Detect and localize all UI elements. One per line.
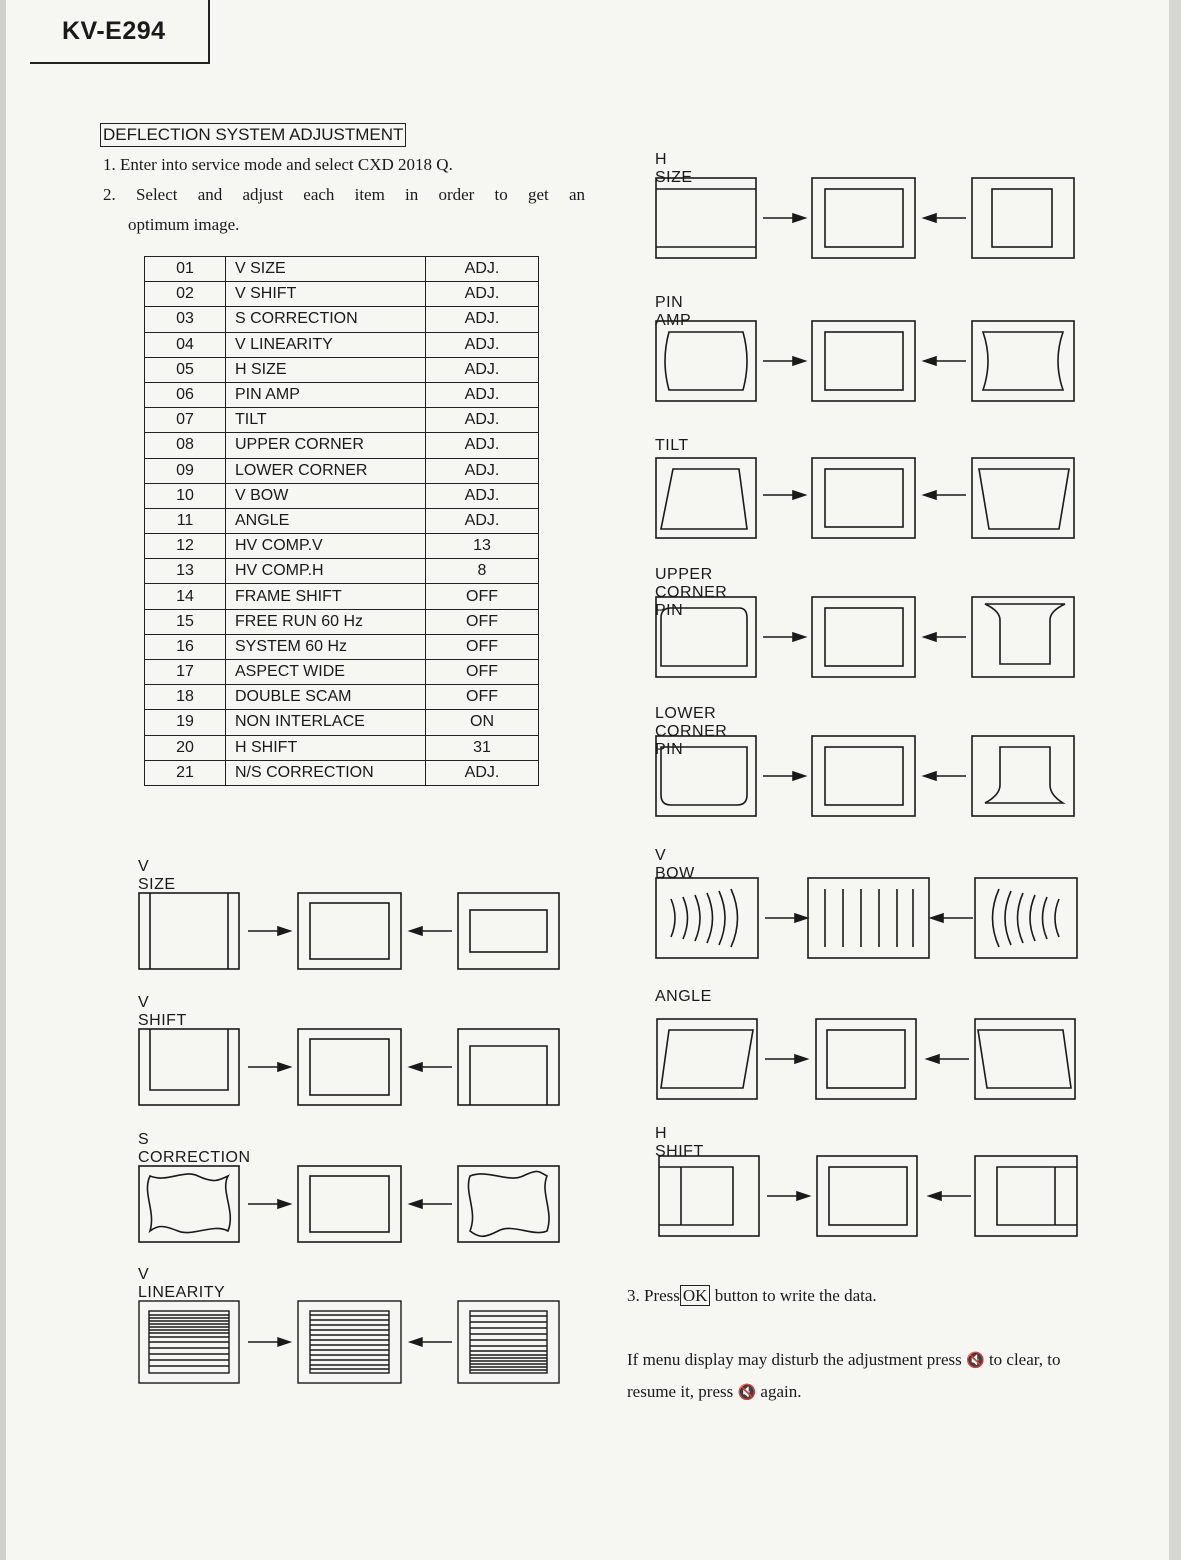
table-row	[145, 508, 539, 533]
table-cell-value: ADJ.	[426, 458, 539, 483]
table-cell-value: ADJ.	[426, 408, 539, 433]
table-cell-no: 13	[145, 559, 226, 584]
table-cell-no: 21	[145, 760, 226, 785]
table-row	[145, 257, 539, 282]
table-cell-item: V SIZE	[226, 257, 426, 282]
page-right-edge	[1169, 0, 1181, 1560]
instruction-step-2	[103, 180, 585, 240]
table-cell-value: OFF	[426, 685, 539, 710]
table-cell-item: FRAME SHIFT	[226, 584, 426, 609]
table-row	[145, 710, 539, 735]
diagram-label-pin-amp: PIN AMP	[655, 294, 692, 329]
step-3-suffix: button to write the data.	[714, 1286, 877, 1305]
table-row	[145, 458, 539, 483]
table-cell-item: S CORRECTION	[226, 307, 426, 332]
table-cell-item: HV COMP.V	[226, 534, 426, 559]
table-row	[145, 357, 539, 382]
table-row	[145, 483, 539, 508]
lower-corner-pin-figure	[655, 735, 1079, 817]
diagram-label-h-size: H SIZE	[655, 151, 693, 186]
table-cell-no: 12	[145, 534, 226, 559]
table-cell-item: NON INTERLACE	[226, 710, 426, 735]
diagram-label-v-bow: V BOW	[655, 847, 695, 882]
table-cell-item: DOUBLE SCAM	[226, 685, 426, 710]
section-title: DEFLECTION SYSTEM ADJUSTMENT	[100, 123, 406, 147]
model-label-box	[30, 0, 210, 64]
v-shift-figure	[138, 1024, 562, 1106]
pin-amp-figure	[655, 324, 1079, 406]
table-cell-no: 20	[145, 735, 226, 760]
table-cell-value: ADJ.	[426, 760, 539, 785]
diagram-label-upper-corner-pin: UPPER CORNER PIN	[655, 566, 728, 619]
table-cell-value: ADJ.	[426, 433, 539, 458]
diagram-label-h-shift: H SHIFT	[655, 1125, 704, 1160]
table-cell-no: 01	[145, 257, 226, 282]
table-cell-no: 05	[145, 357, 226, 382]
table-cell-item: N/S CORRECTION	[226, 760, 426, 785]
table-cell-no: 16	[145, 634, 226, 659]
note-text-part-2: to clear, to resume it, press	[627, 1350, 1061, 1401]
table-cell-item: V BOW	[226, 483, 426, 508]
v-linearity-figure	[138, 1296, 562, 1386]
v-bow-figure	[655, 877, 1079, 959]
instruction-step-3	[627, 1280, 877, 1312]
table-cell-value: ADJ.	[426, 307, 539, 332]
table-cell-value: ADJ.	[426, 382, 539, 407]
table-cell-no: 19	[145, 710, 226, 735]
step-3-prefix: 3. Press	[627, 1286, 680, 1305]
table-cell-value: ADJ.	[426, 508, 539, 533]
table-cell-no: 14	[145, 584, 226, 609]
table-row	[145, 534, 539, 559]
table-cell-value: ADJ.	[426, 257, 539, 282]
table-row	[145, 609, 539, 634]
table-row	[145, 660, 539, 685]
table-cell-item: FREE RUN 60 Hz	[226, 609, 426, 634]
table-row	[145, 685, 539, 710]
table-cell-item: ANGLE	[226, 508, 426, 533]
table-cell-no: 03	[145, 307, 226, 332]
table-row	[145, 433, 539, 458]
tilt-figure	[655, 467, 1079, 549]
table-cell-no: 11	[145, 508, 226, 533]
table-cell-item: H SHIFT	[226, 735, 426, 760]
table-cell-item: ASPECT WIDE	[226, 660, 426, 685]
v-size-figure	[138, 888, 562, 970]
table-cell-no: 09	[145, 458, 226, 483]
table-row	[145, 408, 539, 433]
s-correction-figure	[138, 1161, 562, 1243]
table-cell-no: 06	[145, 382, 226, 407]
table-cell-item: V SHIFT	[226, 282, 426, 307]
table-row	[145, 584, 539, 609]
table-cell-item: HV COMP.H	[226, 559, 426, 584]
note-text-part-1: If menu display may disturb the adjustment press	[627, 1350, 962, 1369]
table-row	[145, 559, 539, 584]
diagram-label-v-shift: V SHIFT	[138, 994, 187, 1029]
mute-icon-2: 🔇	[737, 1383, 757, 1401]
model-number: KV-E294	[62, 17, 166, 45]
h-size-figure	[655, 181, 1079, 263]
page-left-edge	[0, 0, 6, 1560]
h-shift-figure	[655, 1155, 1079, 1237]
table-row	[145, 735, 539, 760]
table-cell-value: 13	[426, 534, 539, 559]
instruction-step-2-line-2: optimum image.	[128, 215, 240, 234]
table-cell-no: 17	[145, 660, 226, 685]
table-cell-item: UPPER CORNER	[226, 433, 426, 458]
diagram-label-tilt: TILT	[655, 437, 689, 454]
table-cell-item: H SIZE	[226, 357, 426, 382]
diagram-label-v-size: V SIZE	[138, 858, 176, 893]
mute-icon: 🔇	[966, 1351, 985, 1369]
table-row	[145, 282, 539, 307]
upper-corner-pin-figure	[655, 596, 1079, 678]
table-cell-no: 08	[145, 433, 226, 458]
instruction-step-1: 1. Enter into service mode and select CXD 2018 Q.	[103, 155, 453, 174]
table-row	[145, 760, 539, 785]
table-cell-no: 07	[145, 408, 226, 433]
diagram-label-lower-corner-pin: LOWER CORNER PIN	[655, 705, 728, 758]
diagram-label-s-correction: S CORRECTION	[138, 1131, 251, 1166]
table-cell-item: LOWER CORNER	[226, 458, 426, 483]
table-cell-value: OFF	[426, 609, 539, 634]
table-cell-item: V LINEARITY	[226, 332, 426, 357]
table-cell-item: PIN AMP	[226, 382, 426, 407]
table-cell-value: ADJ.	[426, 483, 539, 508]
table-cell-item: TILT	[226, 408, 426, 433]
table-cell-value: ADJ.	[426, 282, 539, 307]
table-row	[145, 307, 539, 332]
table-cell-no: 18	[145, 685, 226, 710]
note-text-part-3: again.	[760, 1382, 802, 1401]
ok-button-label: OK	[680, 1285, 711, 1306]
table-cell-item: SYSTEM 60 Hz	[226, 634, 426, 659]
table-cell-value: OFF	[426, 660, 539, 685]
table-cell-no: 04	[145, 332, 226, 357]
adjustment-items-table	[144, 256, 539, 786]
table-cell-value: 8	[426, 559, 539, 584]
angle-figure	[655, 1018, 1079, 1100]
table-cell-value: ADJ.	[426, 357, 539, 382]
table-cell-no: 15	[145, 609, 226, 634]
diagram-label-angle: ANGLE	[655, 988, 712, 1005]
table-cell-value: OFF	[426, 584, 539, 609]
table-row	[145, 332, 539, 357]
table-cell-value: ADJ.	[426, 332, 539, 357]
table-row	[145, 382, 539, 407]
table-cell-value: ON	[426, 710, 539, 735]
table-row	[145, 634, 539, 659]
diagram-label-v-linearity: V LINEARITY	[138, 1266, 226, 1301]
table-cell-no: 02	[145, 282, 226, 307]
table-cell-value: 31	[426, 735, 539, 760]
table-cell-no: 10	[145, 483, 226, 508]
instruction-step-2-line-1: 2. Select and adjust each item in order to get an	[103, 185, 585, 204]
table-cell-value: OFF	[426, 634, 539, 659]
menu-display-note	[627, 1344, 1112, 1408]
